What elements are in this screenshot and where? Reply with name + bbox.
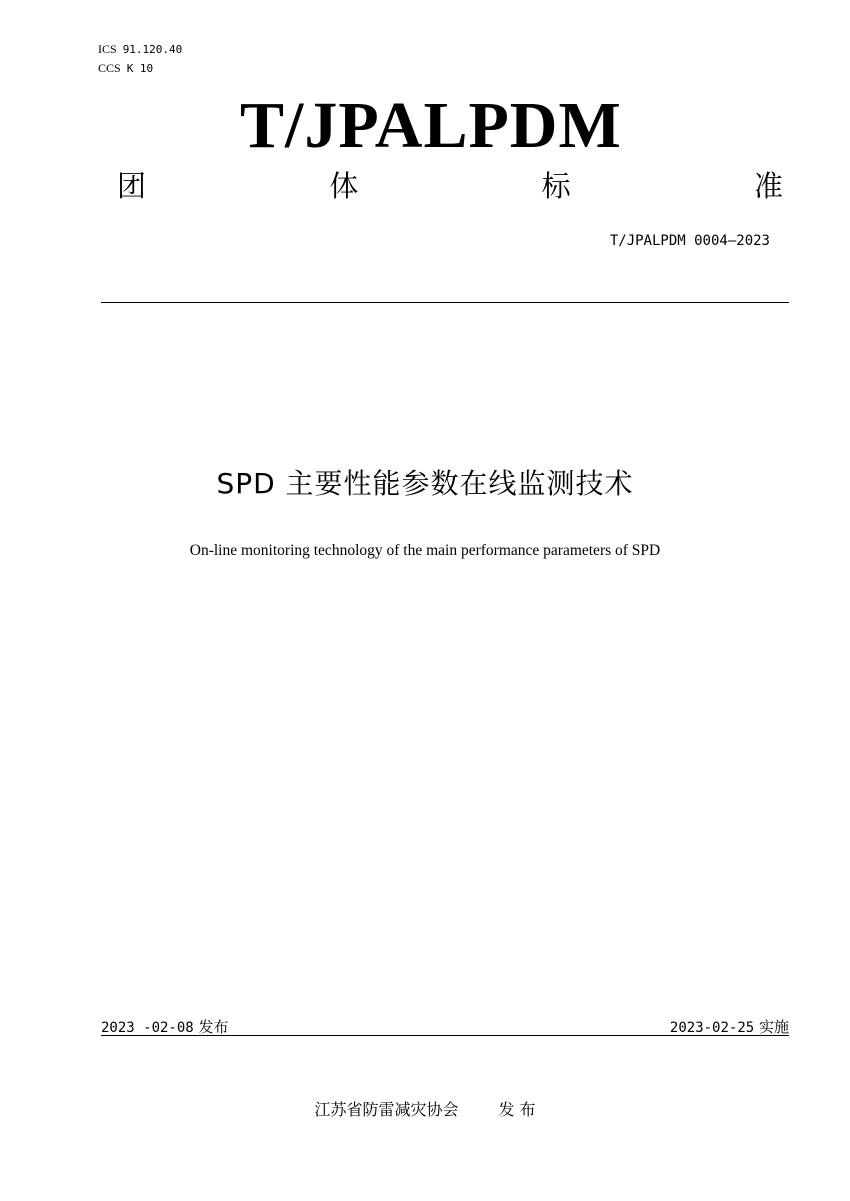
- ics-value: 91.120.40: [122, 43, 183, 56]
- publisher-name: 江苏省防雷减灾协会: [314, 1100, 459, 1119]
- issue-date: 2023 -02-08: [101, 1020, 194, 1036]
- standard-code-heading: T/JPALPDM: [240, 89, 622, 162]
- publisher-line: [0, 1098, 850, 1122]
- standard-type-char: 准: [753, 169, 783, 203]
- standard-type-char: 团: [117, 169, 147, 203]
- document-title-chinese: SPD 主要性能参数在线监测技术: [216, 467, 634, 500]
- standard-number: T/JPALPDM 0004—2023: [609, 233, 770, 249]
- publisher-action: 发 布: [498, 1100, 536, 1119]
- ccs-row: [98, 59, 182, 78]
- document-title-english: On-line monitoring technology of the main performance parameters of SPD: [189, 542, 661, 559]
- ics-row: [98, 40, 182, 59]
- effective-date: 2023-02-25: [669, 1020, 755, 1036]
- ccs-value: K 10: [126, 62, 154, 75]
- issue-label: 发布: [198, 1018, 229, 1036]
- standard-type: [117, 166, 783, 206]
- standard-type-char: 体: [329, 169, 359, 203]
- classification-codes: [98, 40, 182, 78]
- standard-type-char: 标: [541, 169, 571, 203]
- header-divider: [101, 302, 789, 303]
- effective-label: 实施: [758, 1018, 789, 1036]
- ccs-label: CCS: [98, 61, 121, 75]
- ics-label: ICS: [98, 42, 117, 56]
- footer-divider: [101, 1035, 789, 1036]
